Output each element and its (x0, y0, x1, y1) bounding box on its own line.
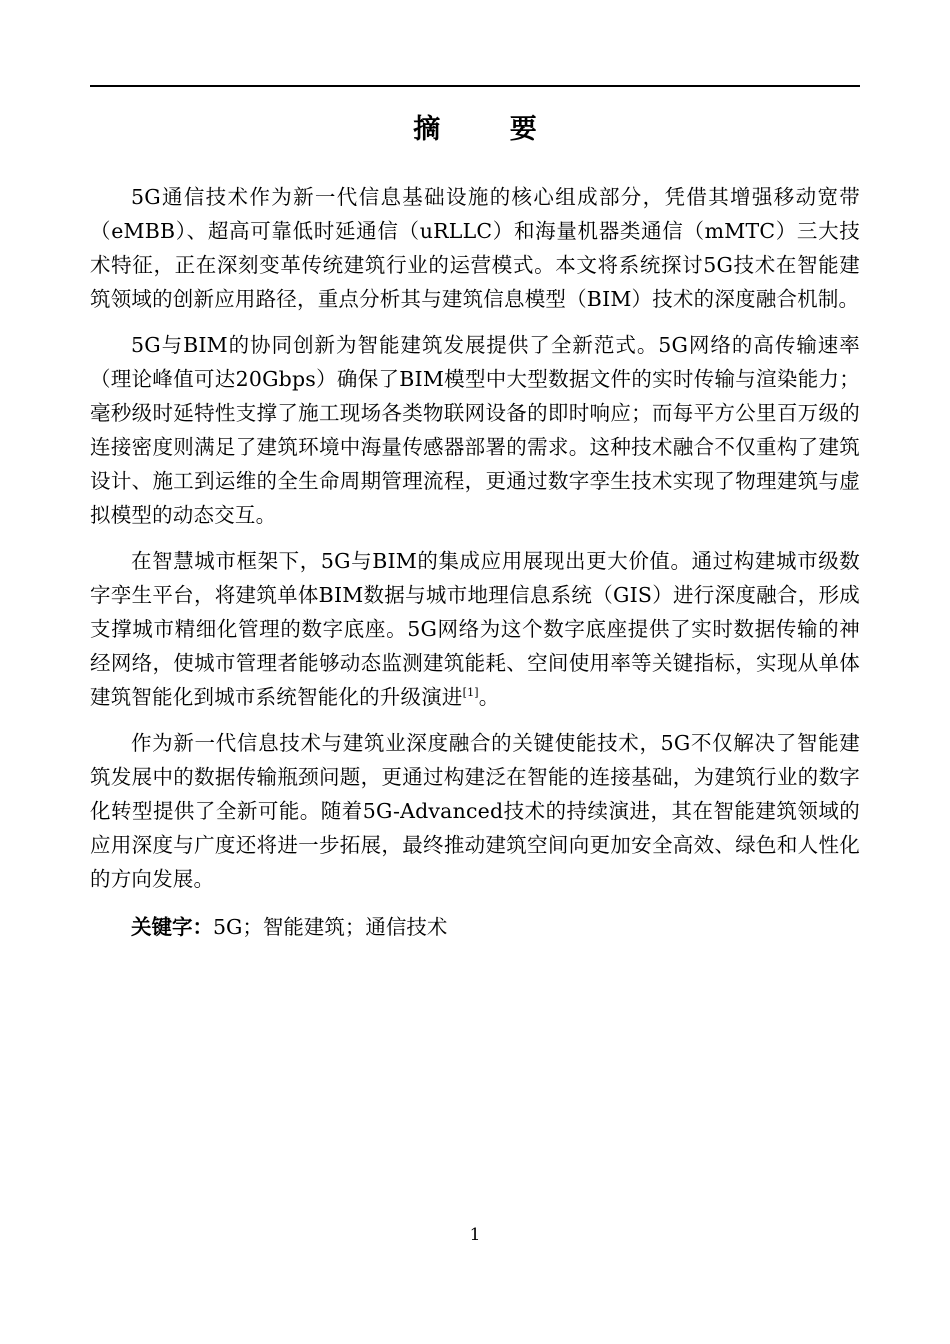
header-rule (90, 85, 860, 87)
paragraph-text: 作为新一代信息技术与建筑业深度融合的关键使能技术，5G不仅解决了智能建筑发展中的数据传输瓶颈问题，更通过构建泛在智能的连接基础，为建筑行业的数字化转型提供了全新可能。随着5G-Advanced技术的持续演进，其在智能建筑领域的应用深度与广度还将进一步拓展，最终推动建筑空间向更加安全高效、绿色和人性化的方向发展。 (90, 731, 860, 891)
citation-reference[interactable]: [1] (462, 686, 479, 700)
page-title: 摘 要 (413, 114, 567, 145)
keywords-value: 5G；智能建筑；通信技术 (213, 915, 448, 939)
keywords-label: 关键字： (131, 915, 213, 939)
abstract-paragraph-1 (90, 180, 860, 316)
keywords-line (90, 910, 860, 944)
abstract-paragraph-2 (90, 328, 860, 532)
paragraph-tail: 。 (478, 685, 500, 709)
page-number: 1 (469, 1225, 481, 1245)
abstract-paragraph-3 (90, 544, 860, 714)
abstract-paragraph-4 (90, 726, 860, 896)
paragraph-text: 5G通信技术作为新一代信息基础设施的核心组成部分，凭借其增强移动宽带（eMBB）、超高可靠低时延通信（uRLLC）和海量机器类通信（mMTC）三大技术特征，正在深刻变革传统建筑行业的运营模式。本文将系统探讨5G技术在智能建筑领域的创新应用路径，重点分析其与建筑信息模型（BIM）技术的深度融合机制。 (90, 185, 860, 311)
paragraph-text: 5G与BIM的协同创新为智能建筑发展提供了全新范式。5G网络的高传输速率（理论峰值可达20Gbps）确保了BIM模型中大型数据文件的实时传输与渲染能力；毫秒级时延特性支撑了施工现场各类物联网设备的即时响应；而每平方公里百万级的连接密度则满足了建筑环境中海量传感器部署的需求。这种技术融合不仅重构了建筑设计、施工到运维的全生命周期管理流程，更通过数字孪生技术实现了物理建筑与虚拟模型的动态交互。 (90, 333, 860, 527)
paragraph-text: 在智慧城市框架下，5G与BIM的集成应用展现出更大价值。通过构建城市级数字孪生平台，将建筑单体BIM数据与城市地理信息系统（GIS）进行深度融合，形成支撑城市精细化管理的数字底座。5G网络为这个数字底座提供了实时数据传输的神经网络，使城市管理者能够动态监测建筑能耗、空间使用率等关键指标，实现从单体建筑智能化到城市系统智能化的升级演进 (90, 549, 860, 709)
abstract-body (90, 180, 860, 944)
